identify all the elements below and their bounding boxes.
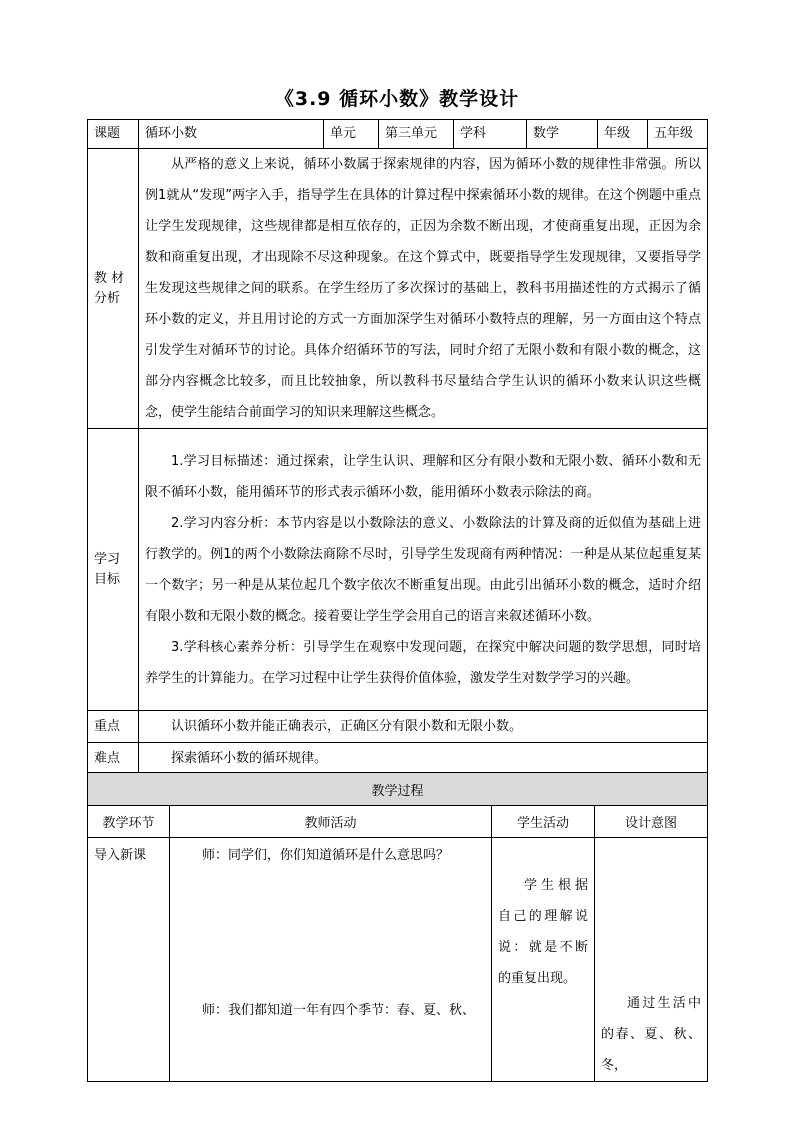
teacher-activity-2: 师：我们都知道一年有四个季节：春、夏、秋、 bbox=[202, 1003, 476, 1018]
topic-value: 循环小数 bbox=[139, 120, 324, 149]
goal-description: 1.学习目标描述：通过探索，让学生认识、理解和区分有限小数和无限小数、循环小数和无限不循环小数，能用循环节的形式表示循环小数，能用循环小数表示除法的商。 bbox=[145, 453, 701, 500]
subject-value: 数学 bbox=[527, 120, 598, 149]
document-title: 《3.9 循环小数》教学设计 bbox=[274, 88, 520, 110]
material-analysis-row bbox=[88, 149, 708, 429]
stage-name: 导入新课 bbox=[94, 848, 147, 863]
material-analysis-text: 从严格的意义上来说，循环小数属于探索规律的内容，因为循环小数的规律性非常强。所以例1就从“发现”两字入手，指导学生在具体的计算过程中探索循环小数的规律。在这个例题中重点让学生发现规律，这些规律都是相互依存的，正因为余数不断出现，才使商重复出现，正因为余数和商重复出现，才出现除不尽这种现象。在这个算式中，既要指导学生发现规律，又要指导学生发现这些规律之间的联系。在学生经历了多次探讨的基础上，教科书用描述性的方式揭示了循环小数的定义，并且用讨论的方式一方面加深学生对循环小数特点的理解，另一方面由这个特点引发学生对循环节的讨论。具体介绍循环节的写法，同时介绍了无限小数和有限小数的概念，这部分内容概念比较多，而且比较抽象，所以教科书尽量结合学生认识的循环小数来认识这些概念，使学生能结合前面学习的知识来理解这些概念。 bbox=[145, 157, 701, 420]
design-intent: 通过生活中的春、夏、秋、冬， bbox=[601, 996, 702, 1073]
lesson-info-table bbox=[87, 119, 708, 775]
process-title-row bbox=[88, 773, 708, 806]
grade-value: 五年级 bbox=[648, 120, 708, 149]
key-point-text: 认识循环小数并能正确表示，正确区分有限小数和无限小数。 bbox=[171, 719, 523, 734]
col-header-student: 学生活动 bbox=[492, 806, 595, 838]
unit-value: 第三单元 bbox=[379, 120, 454, 149]
difficulty-row bbox=[88, 743, 708, 775]
difficulty-text: 探索循环小数的循环规律。 bbox=[171, 751, 328, 766]
grade-label: 年级 bbox=[598, 120, 648, 149]
process-row bbox=[88, 838, 708, 1082]
col-header-stage: 教学环节 bbox=[88, 806, 170, 838]
learning-goals-row bbox=[88, 429, 708, 711]
col-header-teacher: 教师活动 bbox=[170, 806, 492, 838]
content-analysis: 2.学习内容分析：本节内容是以小数除法的意义、小数除法的计算及商的近似值为基础上进行教学的。例1的两个小数除法商除不尽时，引导学生发现商有两种情况：一种是从某位起重复某一个数字；另一种是从某位起几个数字依次不断重复出现。由此引出循环小数的概念，适时介绍有限小数和无限小数的概念。接着要让学生学会用自己的语言来叙述循环小数。 bbox=[145, 515, 701, 624]
key-point-row bbox=[88, 711, 708, 743]
material-analysis-label: 教 材 分析 bbox=[94, 270, 125, 306]
unit-label: 单元 bbox=[324, 120, 379, 149]
teaching-process-table bbox=[87, 772, 708, 1082]
header-row bbox=[88, 120, 708, 149]
topic-label: 课题 bbox=[88, 120, 139, 149]
teacher-activity-1: 师：同学们，你们知道循环是什么意思吗？ bbox=[202, 848, 450, 863]
process-title: 教学过程 bbox=[88, 773, 708, 806]
difficulty-label: 难点 bbox=[88, 743, 139, 775]
key-point-label: 重点 bbox=[88, 711, 139, 743]
learning-goals-label: 学习 目标 bbox=[94, 551, 121, 587]
student-activity: 学生根据自己的理解说说：就是不断的重复出现。 bbox=[498, 878, 588, 986]
subject-label: 学科 bbox=[454, 120, 527, 149]
core-literacy-analysis: 3.学科核心素养分析：引导学生在观察中发现问题，在探究中解决问题的数学思想，同时培养学生的计算能力。在学习过程中让学生获得价值体验，激发学生对数学学习的兴趣。 bbox=[145, 639, 701, 686]
col-header-intent: 设计意图 bbox=[595, 806, 708, 838]
process-header-row bbox=[88, 806, 708, 838]
